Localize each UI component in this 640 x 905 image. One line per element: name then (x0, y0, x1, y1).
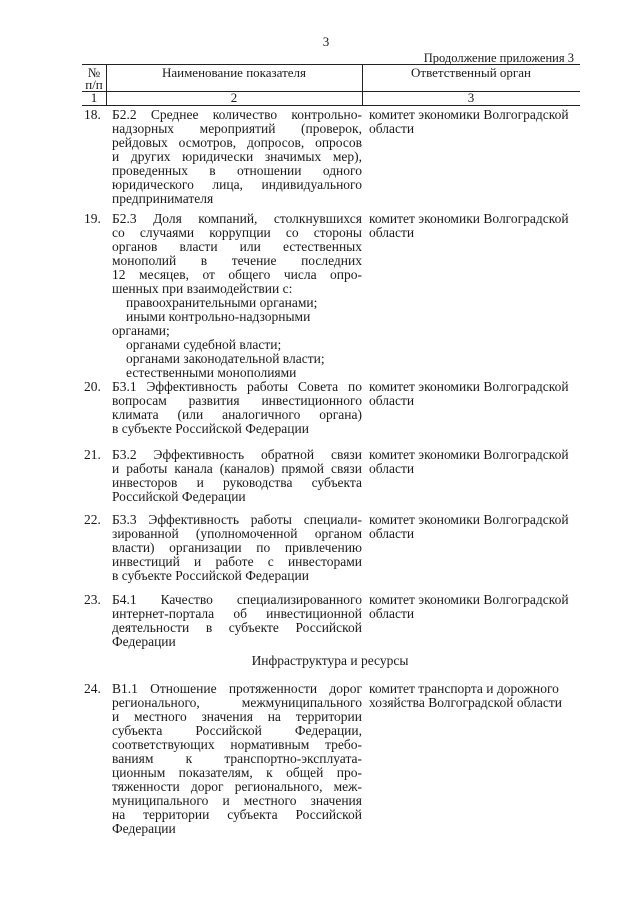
header-index: 2 (230, 90, 238, 105)
indicator-name: В1.1 Отношение протяженности дорог регионального, межмуниципального и местного значения на территории субъекта Российской Федерации, соответствующих нормативным требо- ваниям к транспортно-эксплуата- ционным показателям, к общей про- тяженности дорог регионального, меж- муниципального и местного значения на территории субъекта Российской Федерации (112, 681, 362, 836)
indicator-name: Б2.3 Доля компаний, столкнувшихся со случаями коррупции со стороны органов власти или естественных монополий в течение последних 12 месяцев, от общего числа опро- шенных при взаимодействии с: правоохранительными органами; иными контрольно-надзорными органами; органами судебной власти; органами законодательной власти; естественными монополиями (112, 211, 362, 380)
indicator-name: Б3.2 Эффективность обратной связи и работы канала (каналов) прямой связи инвесторов и руководства субъекта Российской Федерации (112, 447, 362, 504)
continuation-label: Продолжение приложения 3 (423, 51, 574, 65)
row-number: 19. (84, 211, 101, 226)
responsible-org: комитет экономики Волгоградской области (369, 447, 569, 476)
responsible-org: комитет экономики Волгоградской области (369, 592, 569, 621)
header-index: 3 (467, 90, 475, 105)
indicator-name: Б2.2 Среднее количество контрольно- надзорных мероприятий (проверок, рейдовых осмотров, допросов, опросов и других юридически значимых мер), проведенных в отношении одного юридического лица, индивидуального предпринимателя (112, 107, 362, 206)
indicator-name: Б3.3 Эффективность работы специали- зированной (уполномоченной органом власти) организации по привлечению инвестиций и работе с инвесторами в субъекте Российской Федерации (112, 512, 362, 583)
row-number: 22. (84, 512, 101, 527)
responsible-org: комитет экономики Волгоградской области (369, 512, 569, 541)
section-title: Инфраструктура и ресурсы (251, 653, 409, 668)
indicator-name: Б3.1 Эффективность работы Совета по вопросам развития инвестиционного климата (или аналогичного органа) в субъекте Российской Федерации (112, 379, 362, 436)
responsible-org: комитет транспорта и дорожного хозяйства Волгоградской области (369, 681, 562, 710)
responsible-org: комитет экономики Волгоградской области (369, 107, 569, 136)
row-number: 24. (84, 681, 101, 696)
row-number: 18. (84, 107, 101, 122)
responsible-org: комитет экономики Волгоградской области (369, 211, 569, 240)
row-number: 21. (84, 447, 101, 462)
row-number: 20. (84, 379, 101, 394)
header-org-col: Ответственный орган (411, 65, 531, 80)
indicator-name: Б4.1 Качество специализированного интернет-портала об инвестиционной деятельности в субъекте Российской Федерации (112, 592, 362, 649)
header-index: 1 (90, 90, 98, 105)
page-number: 3 (322, 34, 330, 49)
table-header (82, 64, 580, 106)
responsible-org: комитет экономики Волгоградской области (369, 379, 569, 408)
row-number: 23. (84, 592, 101, 607)
header-name-col: Наименование показателя (161, 65, 307, 80)
header-num-col: № п/п (85, 65, 103, 92)
